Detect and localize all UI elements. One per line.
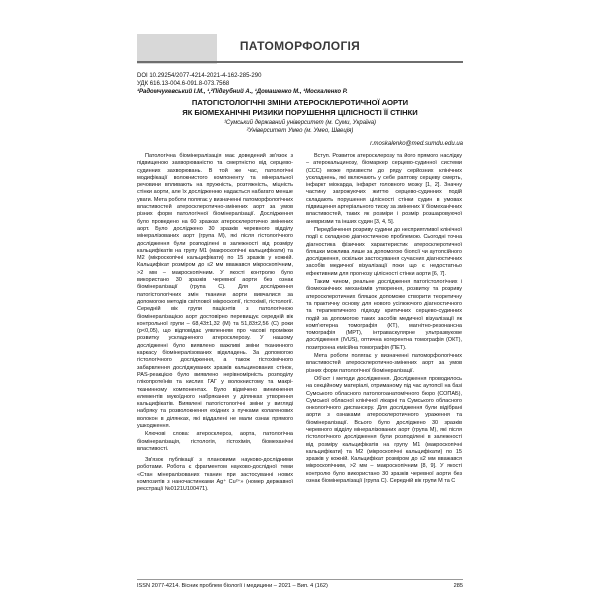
page-footer [137, 583, 463, 589]
article-title-line-2: ЯК БІОМЕХАНІЧНІ РИЗИКИ ПОРУШЕННЯ ЦІЛІСНОСТІ ЇЇ СТІНКИ [182, 108, 418, 117]
abstract-paragraph: Патологічна біомінералізація має доведений зв'язок з підвищеною захворюваністю та смертністю від серцево-судинних захворювань. В той же час, патологічні модифікації волокнистого компоненту та мінеральної речовини впливають на пружність, розтяжність, міцність стінки аорти, але їх дослідженню надається набагато менше уваги. Мета роботи полягає у визначенні патоморфологічних властивостей атеросклеротично-змінених аорт за умов різних форм патологічної біомінералізації. Дослідження було проведено на 60 зразках атеросклеротично змінених аорт. Було досліджено 30 зразків черевного відділу мінералізованих аорт (група М), які після гістологічного дослідження були розподілені в залежності від розміру кальцифікатів на групу М1 (макроскопічні кальцифікати) та М2 (мікроскопічні кальцифікати) по 15 зразків у кожній. Кальцифікат розміром до ≤2 мм вважався мікроскопічним, >2 мм – макроскопічним. У якості контролю було використано 30 зразків черевної аорти без ознак біомінералізації (група С). Для дослідження патогістологічних змін тканини аорти вивчалися за допомогою методів світлової мікроскопії, гістохімії, гістології. Середній вік групи пацієнтів з патологічною біомінералізацією аорт достовірно перевищує середній вік контрольної групи – 68,43±1,32 (М) та 51,83±2,56 (С) роки (р<0,05), що відповідає уявленням про часові проміжки розвитку ускладненого атеросклерозу. У нашому дослідженні було виявлено важливі зміни тканинного каркасу біомінералізованих відкладень. За допомогою гістологічного дослідження, а також гістохімічного забарвлення досліджуваних зразків кальцинованих стінок, РАS-реакцією було виявлено нерівномірність розподілу глікопротеїнів та кислих ГАГ у волокнистому та макрі-тканинному компонентах. Було відмічено виникнення елементів мукоїдного набрякання у ділянках утворення кальцифікатів. Виявлені патогістологічні зміни у вигляді набряку та розволокнення ехідних з пучками колагенових волокон в ділянках, які віддалені не мали ознак прямого ушкодження. [137, 153, 293, 429]
section-title: ПАТОМОРФОЛОГІЯ [239, 39, 361, 53]
affiliation-2: ²Університет Умео (м. Умео, Швеція) [246, 128, 354, 134]
methods-paragraph: Об'єкт і методи дослідження. Дослідження проводилось на секційному матеріалі, отриманому під час аутопсії на базі Сумського обласного патологоанатомічного бюро (СОПАБ), Сумської обласної клінічної лікарні та Сумського обласного онкологічного диспансеру. Для дослідження були відібрані аорти з ознаками атеросклеротичного ураження та біомінералізації. Всього було досліджено 30 зразків черевного відділу мінералізованих аорт (група М), які після гістологічного дослідження були розподілені в залежності від розміру кальцифікатів на групу М1 (макроскопічні кальцифікати) та М2 (мікроскопічні кальцифікати) по 15 зразків у кожній. Кальцифікат розміром до ≤2 мм вважався мікроскопічним, >2 мм – макроскопічним [8, 9]. У якості контролю було використано 30 зразків черевної аорти без ознак біомінералізації (група С). Середній вік групи М та С [306, 375, 462, 485]
article-title-line-1: ПАТОГІСТОЛОГІЧНІ ЗМІНИ АТЕРОСКЛЕРОТИЧНОЇ АОРТИ [191, 98, 409, 107]
udc: УДК 616.13-004.6-091.8-073.7568 [137, 81, 230, 87]
keywords: Ключові слова: атеросклероз, аорта, патологічна біомінералізація, гістологія, гістохімія, біомеханічні властивості. [137, 431, 293, 452]
authors: ¹Радомчукевський І.М., ¹,²Підгубний А., ¹Домашенко М., ¹Москаленко Р. [137, 89, 348, 95]
section-header [0, 30, 600, 66]
page-number: 285 [453, 583, 463, 589]
contact-email[interactable]: r.moskalenko@med.sumdu.edu.ua [370, 141, 463, 147]
intro-paragraph-3: Таким чином, реальне дослідження патогістологічних і біомеханічних механізмів утворення, розвитку та розриву атеросклеротичних бляшок допоможе створити теоретичну та практичну основу для нового усілюючого діагностичного та терапевтичного підходу критичних серцево-судинних подій за допомогою таких засобів медичної візуалізації як комп'ютерна томографія (КТ), магнітно-резонансна томографія (МРТ), інтраваскулярне ультразвукове дослідження (IVUS), оптична когерентна томографія (ОКТ), позитронна емісійна томографія (ПЕТ). [306, 279, 462, 351]
left-column [137, 153, 293, 495]
journal-citation: ISSN 2077-4214. Вісник проблем біології і медицини – 2021 – Вип. 4 (162) [137, 583, 328, 589]
aim-paragraph: Мета роботи полягає у визначенні патоморфологічних властивостей атеросклеротично-змінених аорт за умов різних форм патологічної біомінералізації. [306, 353, 462, 374]
right-column [306, 153, 462, 486]
funding-note: Зв'язок публікації з плановими науково-дослідними роботами. Робота є фрагментом науково-дослідної теми «Стан мінералізованих тканин при застосуванні нових композитів з наночастинками Ag⁺ Cu²⁺» (номер державної реєстрації №0121U100471). [137, 457, 293, 493]
intro-paragraph-1: Вступ. Розвиток атеросклерозу та його прямого наслідку – атерокальцинозу, біомаркер серцево-судинної системи (ССС) може призвести до ряду серйозних клінічних ускладнень, які включають у себе раптову серцеву смерть, інфаркт міокарда, інфаркт головного мозку [1, 2]. Значну частину загрожуючих життю серцево-судинних подій складають порушення цілісності стінки судин в умовах підвищення артеріального тиску за змінених її біомеханічних властивостей, таких як розміри і розмір розшаровуючої аневризми та інших судин [3, 4, 5]. [306, 153, 462, 225]
affiliation-1: ¹Сумський державний університет (м. Суми, Україна) [223, 120, 377, 126]
doi: DOI 10.29254/2077-4214-2021-4-162-285-290 [137, 73, 262, 79]
footer-rule [137, 579, 463, 580]
header-rule [137, 61, 463, 63]
intro-paragraph-2: Передбачення розриву судини до несприятливої клінічної події є складною діагностичною проблемою. Сьогодні точна діагностика фізичних характеристик атеросклеротичної бляшки можлива лише за допомогою біопсії чи аутопсійного дослідження, оскільки застосування сучасних діагностичних засобів медичної візуалізації поки що є недостатньо ефективним для прогнозу цілісності стінки аорти [6, 7]. [306, 226, 462, 277]
